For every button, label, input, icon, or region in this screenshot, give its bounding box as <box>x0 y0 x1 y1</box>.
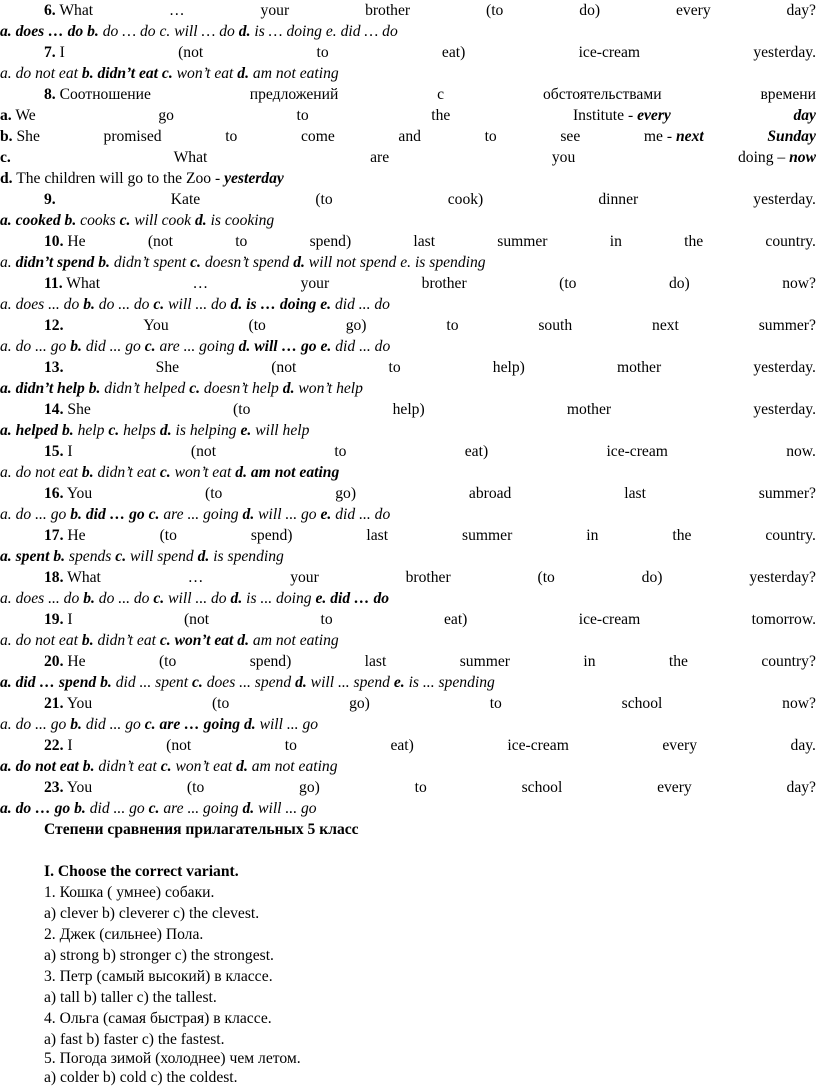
sentence-8d: d. The children will go to the Zoo - yesterday <box>0 170 284 187</box>
correct-answer: do … go <box>15 800 71 817</box>
answers-15: a. do not eat b. didn’t eat c. won’t eat d. am not eating <box>0 464 340 481</box>
correct-answer: did … spend <box>15 674 97 691</box>
question-7: 7. I (not to eat) ice-cream yesterday. <box>44 44 816 61</box>
correct-answer: helped <box>15 422 59 439</box>
answers-14: a. helped b. help c. helps d. is helping e. will help <box>0 422 310 439</box>
answers-19: a. do not eat b. didn’t eat c. won’t eat d. am not eating <box>0 632 339 649</box>
answers-17: a. spent b. spends c. will spend d. is spending <box>0 548 284 565</box>
question-14: 14. She (to help) mother yesterday. <box>44 401 816 418</box>
question-15: 15. I (not to eat) ice-cream now. <box>44 443 816 460</box>
correct-answer: cooked <box>15 212 61 229</box>
correct-answer: do not eat <box>15 758 79 775</box>
answers-7: a. do not eat b. didn’t eat c. won’t eat d. am not eating <box>0 65 339 82</box>
correct-answer: didn’t help <box>15 380 85 397</box>
answers-22: a. do not eat b. didn’t eat c. won’t eat d. am not eating <box>0 758 338 775</box>
answers-12: a. do ... go b. did ... go c. are ... going d. will … go e. did ... do <box>0 338 391 355</box>
question-11: 11. What … your brother (to do) now? <box>44 275 816 292</box>
question-22: 22. I (not to eat) ice-cream every day. <box>44 737 816 754</box>
adj-options-3: a) tall b) taller c) the tallest. <box>44 989 217 1006</box>
question-number: 6. <box>44 2 56 19</box>
answers-11: a. does ... do b. do ... do c. will ... do d. is … doing e. did ... do <box>0 296 390 313</box>
answers-6: a. does … do b. do … do c. will … do d. is … doing e. did … do <box>0 23 398 40</box>
correct-answer: is … doing <box>246 296 317 313</box>
adj-options-1: a) clever b) cleverer c) the clevest. <box>44 905 260 922</box>
answers-21: a. do ... go b. did ... go c. are … going d. will ... go <box>0 716 319 733</box>
correct-answer: didn’t eat <box>97 65 158 82</box>
question-12: 12. You (to go) to south next summer? <box>44 317 816 334</box>
question-23: 23. You (to go) to school every day? <box>44 779 816 796</box>
adj-question-3: 3. Петр (самый высокий) в классе. <box>44 968 273 985</box>
question-10: 10. He (not to spend) last summer in the country. <box>44 233 816 250</box>
correct-answer: does … do <box>15 23 84 40</box>
question-19: 19. I (not to eat) ice-cream tomorrow. <box>44 611 816 628</box>
correct-answer: did … go <box>85 506 145 523</box>
sentence-8c: c. What are you doing – now <box>0 149 816 166</box>
question-13: 13. She (not to help) mother yesterday. <box>44 359 816 376</box>
section-heading: Степени сравнения прилагательных 5 класс <box>44 821 359 838</box>
adj-question-2: 2. Джек (сильнее) Пола. <box>44 926 204 943</box>
question-16: 16. You (to go) abroad last summer? <box>44 485 816 502</box>
question-9: 9. Kate (to cook) dinner yesterday. <box>44 191 816 208</box>
question-8: 8. Соотношение предложений с обстоятельствами времени <box>44 86 816 103</box>
question-21: 21. You (to go) to school now? <box>44 695 816 712</box>
question-18: 18. What … your brother (to do) yesterday? <box>44 569 816 586</box>
correct-answer: am not eating <box>250 464 340 481</box>
answers-23: a. do … go b. did ... go c. are ... going d. will ... go <box>0 800 317 817</box>
task-title: I. Choose the correct variant. <box>44 863 239 880</box>
correct-answer: did … do <box>330 590 390 607</box>
answers-20: a. did … spend b. did ... spent c. does ... spend d. will ... spend e. is ... spending <box>0 674 495 691</box>
answers-13: a. didn’t help b. didn’t helped c. doesn’t help d. won’t help <box>0 380 363 397</box>
correct-answer: spent <box>15 548 50 565</box>
adj-options-5: a) colder b) cold c) the coldest. <box>44 1069 238 1086</box>
sentence-8b: b. She promised to come and to see me - next Sunday <box>0 128 816 145</box>
answers-9: a. cooked b. cooks c. will cook d. is cooking <box>0 212 275 229</box>
correct-answer: are … going <box>159 716 241 733</box>
adj-options-2: a) strong b) stronger c) the strongest. <box>44 947 274 964</box>
correct-answer: will … go <box>254 338 317 355</box>
correct-answer: didn’t spend <box>15 254 95 271</box>
adj-question-1: 1. Кошка ( умнее) собаки. <box>44 884 215 901</box>
answers-16: a. do ... go b. did … go c. are ... going d. will ... go e. did ... do <box>0 506 391 523</box>
answers-18: a. does ... do b. do ... do c. will ... do d. is ... doing e. did … do <box>0 590 390 607</box>
question-20: 20. He (to spend) last summer in the country? <box>44 653 816 670</box>
adj-question-5: 5. Погода зимой (холоднее) чем летом. <box>44 1050 301 1067</box>
question-17: 17. He (to spend) last summer in the country. <box>44 527 816 544</box>
adj-options-4: a) fast b) faster c) the fastest. <box>44 1031 225 1048</box>
adj-question-4: 4. Ольга (самая быстрая) в классе. <box>44 1010 272 1027</box>
sentence-8a: a. We go to the Institute - every day <box>0 107 816 124</box>
question-6: 6. What … your brother (to do) every day? <box>44 2 816 19</box>
answers-10: a. didn’t spend b. didn’t spent c. doesn’t spend d. will not spend e. is spending <box>0 254 486 271</box>
correct-answer: won’t eat <box>174 632 234 649</box>
